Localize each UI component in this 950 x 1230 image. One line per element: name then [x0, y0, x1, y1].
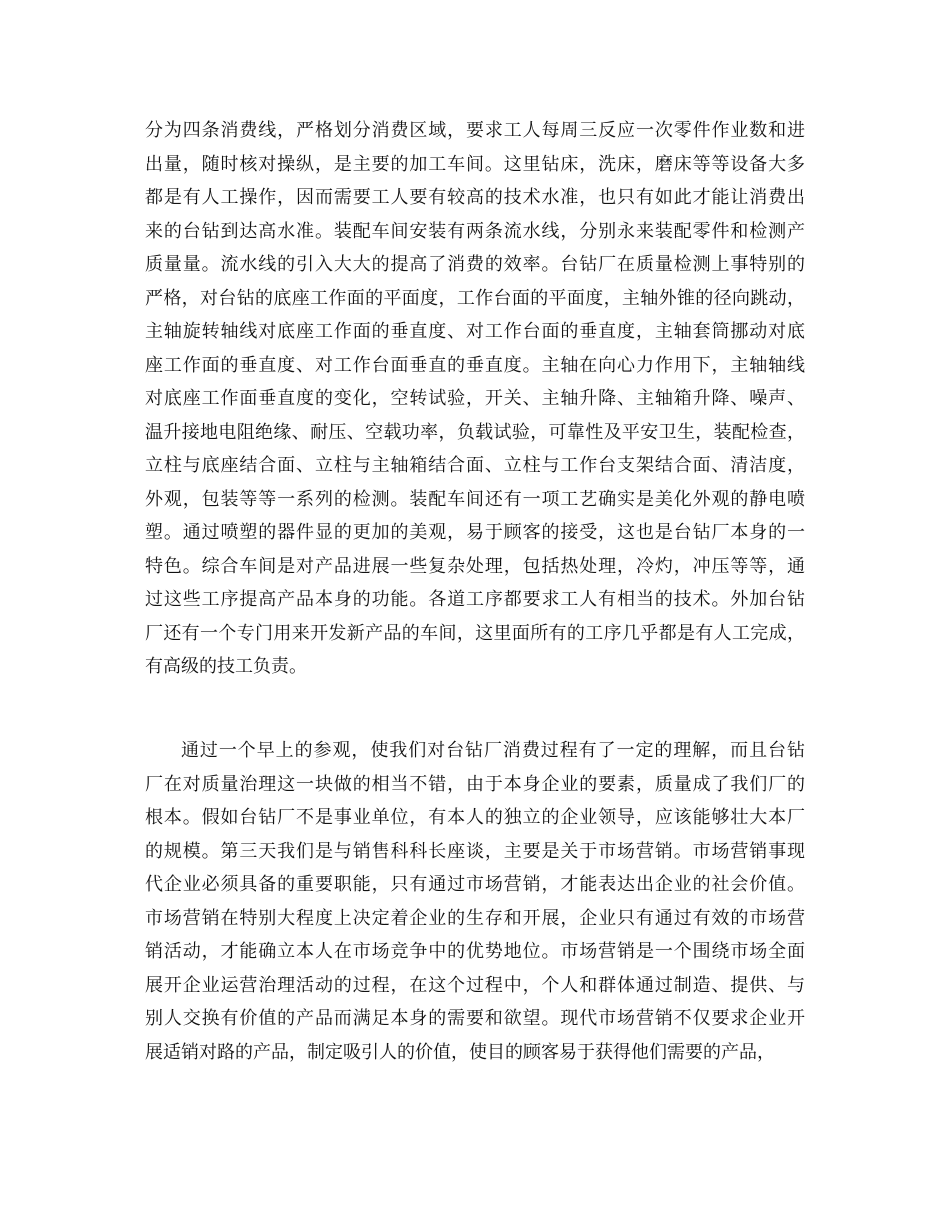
text-line: 来的台钻到达高水准。装配车间安装有两条流水线，分别永来装配零件和检测产 [145, 220, 805, 242]
text-line: 市场营销在特别大程度上决定着企业的生存和开展，企业只有通过有效的市场营 [145, 907, 805, 929]
text-line: 别人交换有价值的产品而满足本身的需要和欲望。现代市场营销不仅要求企业开 [145, 1008, 805, 1029]
text-line: 都是有人工操作，因而需要工人要有较高的技术水准，也只有如此才能让消费出 [145, 187, 805, 208]
text-line: 通过一个早上的参观，使我们对台钻厂消费过程有了一定的理解，而且台钻 [181, 740, 805, 761]
text-line: 根本。假如台钻厂不是事业单位，有本人的独立的企业领导，应该能够壮大本厂 [145, 807, 805, 828]
body-paragraph [145, 114, 805, 684]
body-paragraph [145, 734, 805, 1069]
text-line: 外观，包装等等一系列的检测。装配车间还有一项工艺确实是美化外观的静电喷 [145, 488, 805, 510]
text-line: 分为四条消费线，严格划分消费区域，要求工人每周三反应一次零件作业数和进 [145, 120, 805, 141]
text-line: 销活动，才能确立本人在市场竞争中的优势地位。市场营销是一个围绕市场全面 [145, 941, 805, 962]
text-line: 主轴旋转轴线对底座工作面的垂直度、对工作台面的垂直度，主轴套筒挪动对底 [145, 321, 805, 342]
text-line: 展适销对路的产品，制定吸引人的价值，使目的顾客易于获得他们需要的产品， [145, 1041, 775, 1063]
text-line: 质量量。流水线的引入大大的提高了消费的效率。台钻厂在质量检测上事特别的 [145, 254, 805, 275]
text-line: 特色。综合车间是对产品进展一些复杂处理，包括热处理，冷灼，冲压等等，通 [145, 555, 805, 577]
text-line: 出量，随时核对操纵，是主要的加工车间。这里钻床，洗床，磨床等等设备大多 [145, 153, 805, 175]
text-line: 严格，对台钻的底座工作面的平面度，工作台面的平面度，主轴外锥的径向跳动， [145, 287, 805, 309]
text-line: 温升接地电阻绝缘、耐压、空载功率，负载试验，可靠性及平安卫生，装配检查， [145, 421, 805, 443]
text-line: 有高级的技工负责。 [145, 656, 307, 677]
text-line: 的规模。第三天我们是与销售科科长座谈，主要是关于市场营销。市场营销事现 [145, 840, 805, 862]
text-line: 对底座工作面垂直度的变化，空转试验，开关、主轴升降、主轴箱升降、噪声、 [145, 388, 805, 409]
text-line: 代企业必须具备的重要职能，只有通过市场营销，才能表达出企业的社会价值。 [145, 874, 805, 895]
text-line: 过这些工序提高产品本身的功能。各道工序都要求工人有相当的技术。外加台钻 [145, 589, 805, 610]
text-line: 厂在对质量治理这一块做的相当不错，由于本身企业的要素，质量成了我们厂的 [145, 773, 805, 795]
text-line: 塑。通过喷塑的器件显的更加的美观，易于顾客的接受，这也是台钻厂本身的一 [145, 522, 805, 543]
text-line: 座工作面的垂直度、对工作台面垂直的垂直度。主轴在向心力作用下，主轴轴线 [145, 354, 805, 376]
text-line: 厂还有一个专门用来开发新产品的车间，这里面所有的工序几乎都是有人工完成， [145, 622, 805, 644]
text-line: 展开企业运营治理活动的过程，在这个过程中，个人和群体通过制造、提供、与 [145, 974, 805, 996]
text-line: 立柱与底座结合面、立柱与主轴箱结合面、立柱与工作台支架结合面、清洁度， [145, 455, 805, 476]
